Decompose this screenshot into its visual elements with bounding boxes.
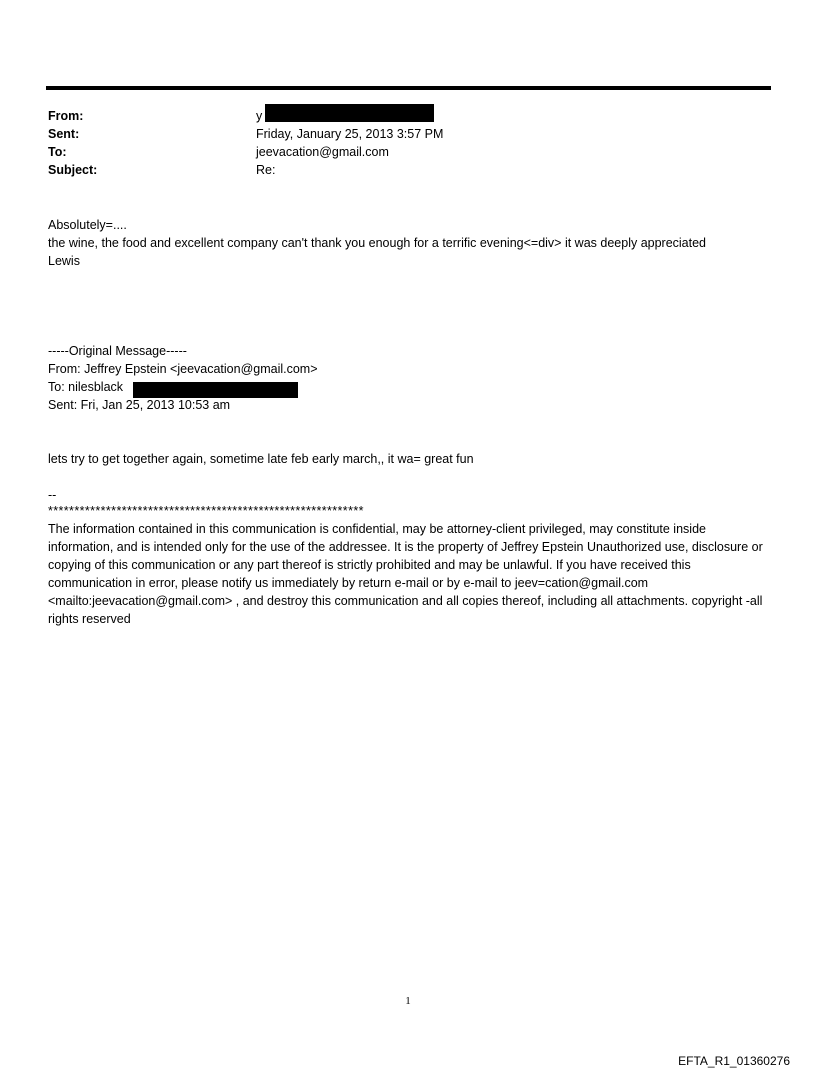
sent-label: Sent: <box>48 127 80 141</box>
subject-label: Subject: <box>48 163 98 177</box>
original-separator: -----Original Message----- <box>48 344 187 358</box>
signature-stars: ************************************************************ <box>48 504 364 518</box>
header-divider <box>46 86 771 90</box>
reply-line-2: the wine, the food and excellent company can't thank you enough for a terrific evening<=div> it was deeply appreciated <box>48 236 707 250</box>
subject-value: Re: <box>256 163 276 177</box>
reply-line-1: Absolutely=.... <box>48 218 127 232</box>
redaction-box <box>265 104 434 122</box>
original-body: lets try to get together again, sometime late feb early march,, it wa= great fun <box>48 452 474 466</box>
sent-value: Friday, January 25, 2013 3:57 PM <box>256 127 444 141</box>
signature-dashes: -- <box>48 488 57 502</box>
from-label: From: <box>48 109 84 123</box>
page-number: 1 <box>405 995 411 1007</box>
reply-signoff: Lewis <box>48 254 80 268</box>
original-from: From: Jeffrey Epstein <jeevacation@gmail.com> <box>48 362 318 376</box>
confidentiality-disclaimer: The information contained in this communication is confidential, may be attorney-client privileged, may constitute inside information, and is intended only for the use of the addressee. It is the property of Jeffrey Epstein Unauthorized use, disclosure or copying of this communication or any part thereof is strictly prohibited and may be unlawful. If you have received this communication in error, please notify us immediately by return e-mail or by e-mail to jeev=cation@gmail.com <mailto:jeevacation@gmail.com> , and destroy this communication and all copies thereof, including all attachments. copyright -all rights reserved <box>48 522 763 626</box>
original-to: To: nilesblack <box>48 380 124 394</box>
original-sent: Sent: Fri, Jan 25, 2013 10:53 am <box>48 398 231 412</box>
to-label: To: <box>48 145 67 159</box>
document-id: EFTA_R1_01360276 <box>678 1054 790 1068</box>
to-value: jeevacation@gmail.com <box>256 145 389 159</box>
from-value: y <box>256 109 263 123</box>
